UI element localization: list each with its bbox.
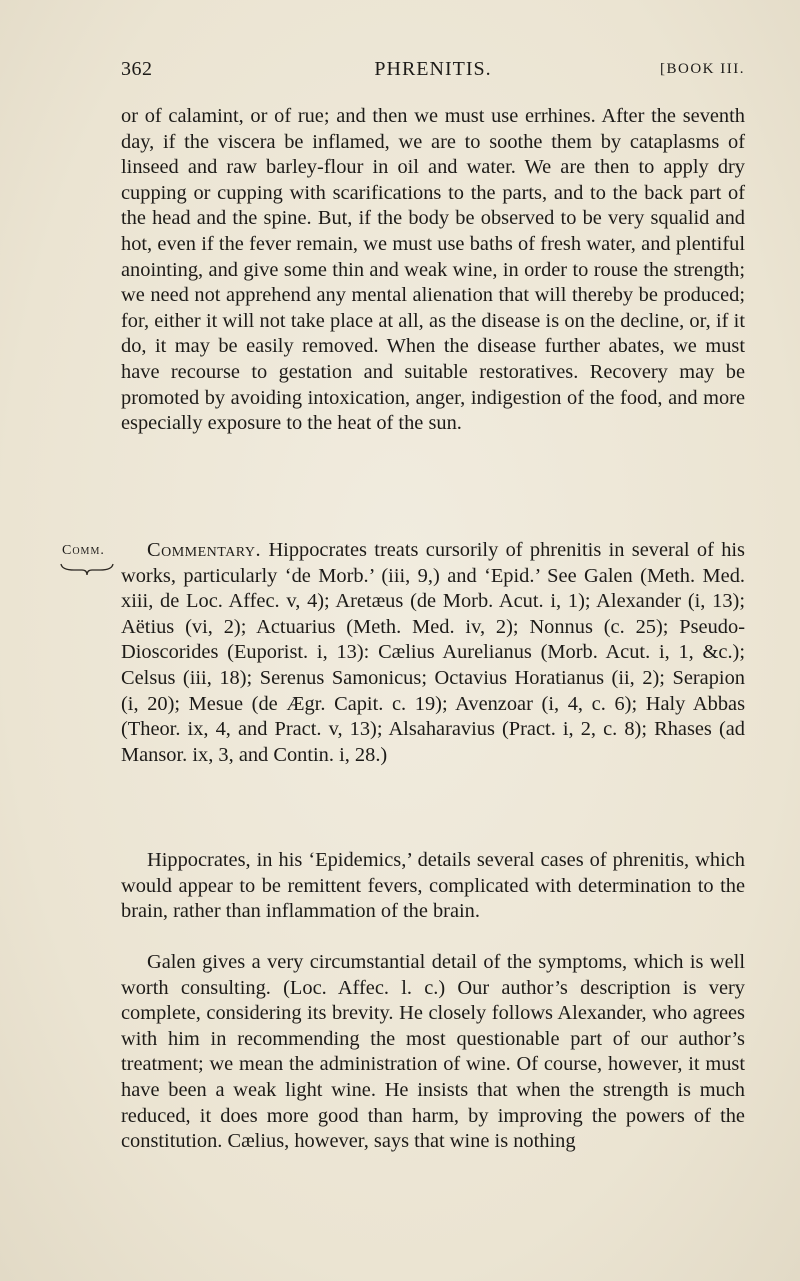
running-title: PHRENITIS. [374,58,492,80]
paragraph-text: or of calamint, or of rue; and then we must use errhines. After the seventh day, if the viscera be inflamed, we are to soothe them by cataplasms of linseed and raw barley-flour in oil and water. We are then to apply dry cupping or cupping with scarifications to the parts, and to the back part of the head and the spine. But, if the body be observed to be very squalid and hot, even if the fever remain, we must use baths of fresh water, and plentiful anointing, and give some thin and weak wine, in order to rouse the strength; we need not apprehend any mental alienation that will thereby be produced; for, either it will not take place at all, as the disease is on the decline, or, if it do, it may be easily removed. When the disease further abates, we must have recourse to gestation and suitable restoratives. Recovery may be promoted by avoiding intoxication, anger, indigestion of the food, and more especially exposure to the heat of the sun. [121,105,745,435]
paragraph-hippocrates-epidemics [121,848,745,925]
paragraph-treatment-continued [121,104,745,437]
paragraph-text: Galen gives a very circumstantial detail of the symptoms, which is well worth consulting. (Loc. Affec. l. c.) Our author’s description is very complete, considering its brevity. He closely follows Alexander, who agrees with him in recommending the most questionable part of our author’s treatment; we mean the administration of wine. Of course, however, it must have been a weak light wine. He insists that when the strength is much reduced, it does more good than harm, by improving the powers of the constitution. Cælius, however, says that wine is nothing [121,951,745,1153]
commentary-heading: Commentary. [147,539,262,561]
commentary-paragraph [121,538,745,768]
paragraph-text: Hippocrates, in his ‘Epidemics,’ details several cases of phrenitis, which would appear to be remittent fevers, complicated with determination to the brain, rather than inflammation of the brain. [121,849,745,923]
commentary-text: Hippocrates treats cursorily of phrenitis in several of his works, particularly ‘de Morb.’ (iii, 9,) and ‘Epid.’ See Galen (Meth. Med. xiii, de Loc. Affec. v, 4); Aretæus (de Morb. Acut. i, 1); Alexander (i, 13); Aëtius (vi, 2); Actuarius (Meth. Med. iv, 2); Nonnus (c. 25); Pseudo-Dioscorides (Euporist. i, 13): Cælius Aurelianus (Morb. Acut. i, 1, &c.); Celsus (iii, 18); Serenus Samonicus; Octavius Horatianus (ii, 2); Serapion (i, 20); Mesue (de Ægr. Capit. c. 19); Avenzoar (i, 4, c. 6); Haly Abbas (Theor. ix, 4, and Pract. v, 13); Alsaharavius (Pract. i, 2, c. 8); Rhases (ad Mansor. ix, 3, and Contin. i, 28.) [121,539,745,766]
margin-note-commentary: Comm. [62,543,105,558]
margin-brace-icon [60,562,114,576]
paragraph-commentary [121,538,745,768]
page-number: 362 [121,58,153,80]
page-header [121,58,745,88]
book-reference: [BOOK III. [660,61,745,77]
paragraph-galen [121,950,745,1155]
